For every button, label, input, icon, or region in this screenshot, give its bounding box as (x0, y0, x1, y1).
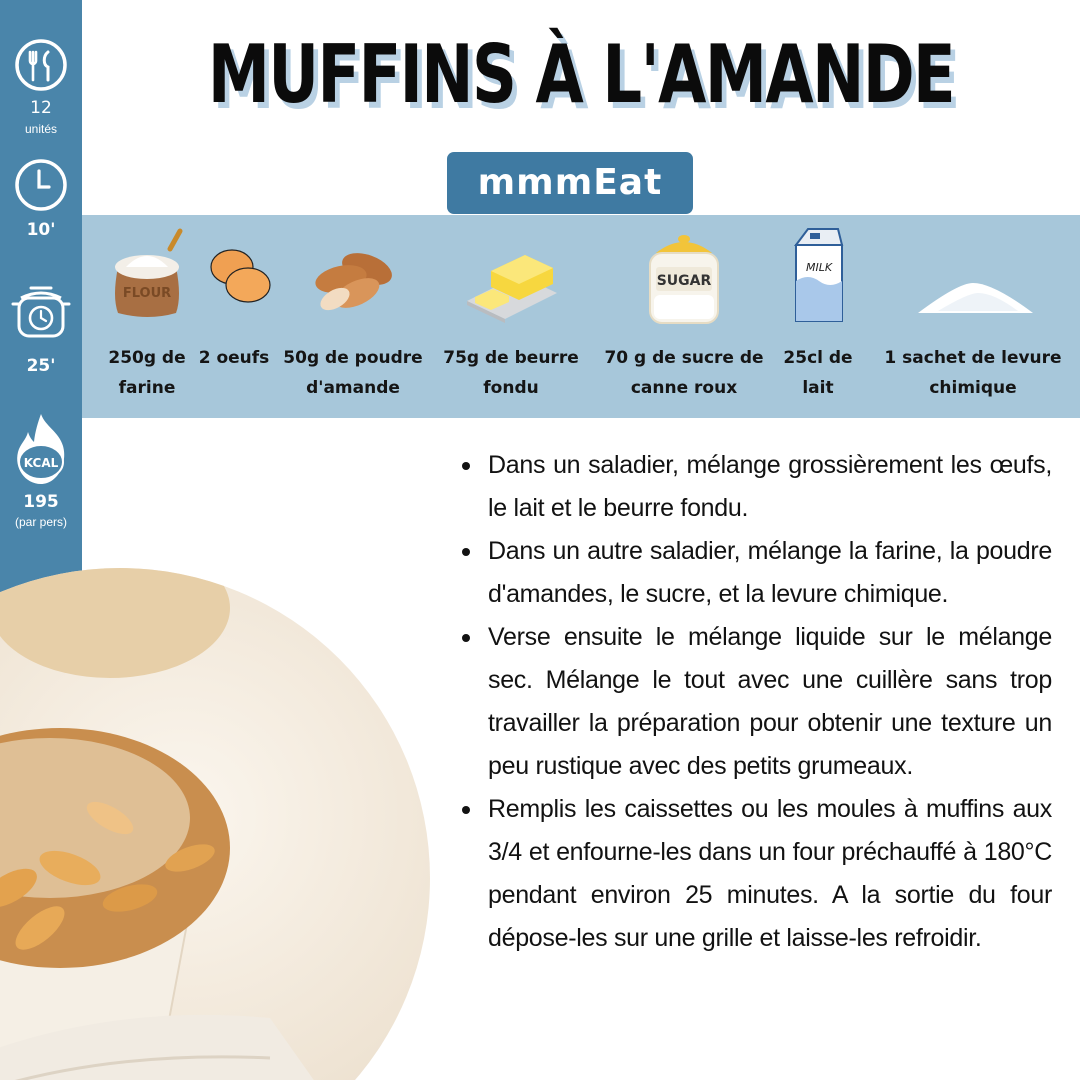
clock-icon (14, 158, 68, 212)
ingredient-label: 50g de poudre d'amande (283, 348, 423, 398)
eggs-icon (204, 227, 276, 317)
ingredient-label: 1 sachet de levure chimique (884, 348, 1062, 398)
milk-carton-icon (790, 225, 846, 325)
fork-knife-icon (14, 38, 68, 92)
step-text: Verse ensuite le mélange liquide sur le mélange sec. Mélange le tout avec une cuillère sans trop travailler la préparation pour obtenir une texture un peu rustique avec des petits grumeaux. (488, 623, 1052, 780)
step-item (462, 616, 1052, 788)
bullet-icon (462, 548, 470, 556)
kcal-badge-text: KCAL (23, 456, 59, 470)
step-text: Dans un saladier, mélange grossièrement les œufs, le lait et le beurre fondu. (488, 451, 1052, 522)
step-text: Dans un autre saladier, mélange la farine, la poudre d'amandes, le sucre, et la levure chimique. (488, 537, 1052, 608)
servings-value: 12 (30, 98, 52, 118)
bullet-icon (462, 806, 470, 814)
flour-sack-text: FLOUR (122, 286, 172, 301)
calories-info (0, 412, 82, 529)
prep-time-value: 10' (26, 220, 56, 240)
ingredient-label: 70 g de sucre de canne roux (604, 348, 764, 398)
kcal-flame-icon (10, 412, 72, 488)
step-item (462, 788, 1052, 960)
muffin-photo (0, 568, 430, 1080)
ingredient-label: 2 oeufs (198, 348, 270, 368)
flour-sack-icon (104, 227, 190, 323)
sugar-jar-icon (642, 227, 726, 327)
ingredient-flour (90, 215, 204, 418)
ingredient-butter (436, 215, 586, 418)
ingredient-milk (776, 215, 860, 418)
calories-value: 195 (23, 492, 59, 512)
ingredient-almond (276, 215, 430, 418)
recipe-steps (462, 444, 1052, 960)
ingredients-band (82, 215, 1080, 418)
ingredient-eggs (198, 215, 270, 418)
bullet-icon (462, 634, 470, 642)
baking-powder-icon (908, 227, 1038, 323)
step-item (462, 530, 1052, 616)
cook-time-value: 25' (26, 356, 56, 376)
calories-unit: (par pers) (14, 515, 67, 529)
servings-info (0, 38, 82, 136)
ingredient-label: 75g de beurre fondu (443, 348, 579, 398)
ingredient-label: 250g de farine (108, 348, 186, 398)
butter-icon (461, 227, 561, 323)
recipe-title: MUFFINS À L'AMANDE (207, 28, 955, 121)
prep-time-info (0, 158, 82, 240)
servings-unit: unités (24, 122, 58, 136)
cooking-pot-icon (9, 280, 73, 342)
ingredient-label: 25cl de lait (783, 348, 853, 398)
sugar-jar-text: SUGAR (656, 273, 712, 289)
ingredient-sugar (596, 215, 772, 418)
ingredient-baking-powder (874, 215, 1072, 418)
almonds-icon (305, 227, 401, 323)
brand-logo: mmmEat (447, 152, 693, 214)
step-text: Remplis les caissettes ou les moules à muffins aux 3/4 et enfourne-les dans un four préchauffé à 180°C pendant environ 25 minutes. A la sortie du four dépose-les sur une grille et laisse-les refroidir. (488, 795, 1052, 952)
step-item (462, 444, 1052, 530)
cook-time-info (0, 280, 82, 376)
bullet-icon (462, 462, 470, 470)
milk-carton-text: MILK (805, 261, 833, 274)
